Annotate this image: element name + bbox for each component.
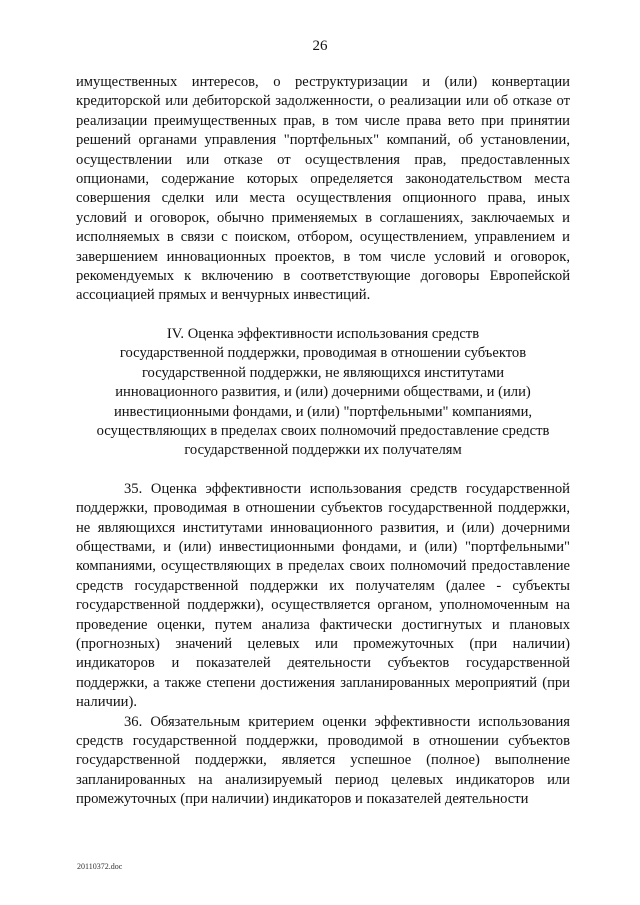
section-heading-line: инновационного развития, и (или) дочерними обществами, и (или): [115, 384, 531, 401]
footer-filename: 20110372.doc: [77, 862, 123, 871]
document-body: [76, 73, 570, 810]
paragraph-36: 36. Обязательным критерием оценки эффективности использования средств государственной поддержки, проводимой в отношении субъектов государственной поддержки, является успешное (полное) выполнение запланированных на анализируемый период целевых индикаторов или промежуточных (при наличии) индикаторов и показателей деятельности: [76, 713, 570, 808]
section-heading-line: государственной поддержки, не являющихся институтами: [141, 364, 505, 381]
section-heading-line: государственной поддержки, проводимая в отношении субъектов: [119, 345, 527, 362]
section-heading-line: осуществляющих в пределах своих полномочий предоставление средств: [96, 422, 550, 439]
paragraph-35: 35. Оценка эффективности использования средств государственной поддержки, проводимая в отношении субъектов государственной поддержки, не являющихся институтами инновационного развития, и (или) дочерними обществами, и (или) инвестиционными фондами, и (или) "портфельными" компаниями, осуществляющих в пределах своих полномочий предоставление средств государственной поддержки их получателям (далее - субъекты государственной поддержки), осуществляется органом, уполномоченным на проведение оценки, путем анализа фактически достигнутых и плановых (прогнозных) значений целевых или промежуточных (при наличии) индикаторов и показателей деятельности субъектов государственной поддержки, а также степени достижения запланированных мероприятий (при наличии).: [76, 480, 570, 711]
page-number: 26: [312, 38, 328, 54]
continuation-paragraph: имущественных интересов, о реструктуризации и (или) конвертации кредиторской или дебиторской задолженности, о реализации или об отказе от реализации преимущественных прав, в том числе права вето при принятии решений органами управления "портфельных" компаний, об установлении, осуществлении или отказе от осуществления прав, предоставленных опционами, содержание которых определяется законодательством места совершения сделки или места осуществления опционного права, иных условий и оговорок, обычно применяемых в соглашениях, заключаемых и исполняемых в связи с поиском, отбором, осуществлением, управлением и завершением инновационных проектов, в том числе условий и оговорок, рекомендуемых к включению в соответствующие договоры Европейской ассоциацией прямых и венчурных инвестиций.: [76, 74, 570, 304]
section-heading-line: государственной поддержки их получателям: [184, 442, 462, 459]
section-heading: [76, 325, 570, 461]
section-heading-line: инвестиционными фондами, и (или) "портфельными" компаниями,: [113, 403, 533, 420]
section-heading-line: IV. Оценка эффективности использования средств: [166, 325, 480, 342]
